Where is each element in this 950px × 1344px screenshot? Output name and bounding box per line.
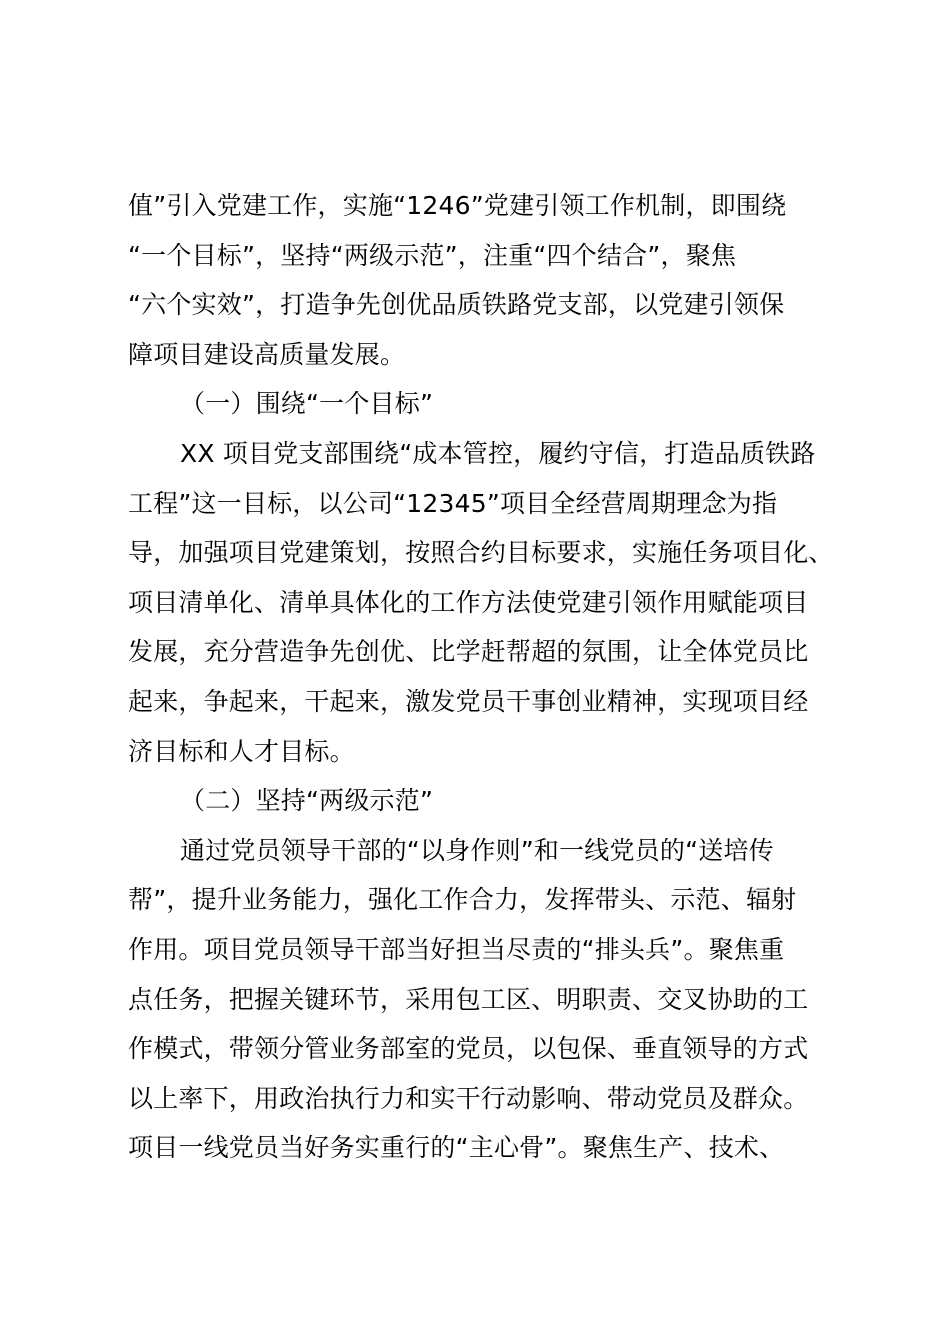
paragraph-first-line: 通过党员领导干部的“以身作则”和一线党员的“送培传 — [180, 835, 774, 865]
section-heading-1: （一）围绕“一个目标” — [180, 389, 434, 419]
section-heading-2: （二）坚持“两级示范” — [180, 786, 434, 816]
body-line: 障项目建设高质量发展。 — [128, 339, 406, 369]
body-line: 导，加强项目党建策划，按照合约目标要求，实施任务项目化、 — [128, 538, 834, 568]
paragraph-first-line: XX 项目党支部围绕“成本管控，履约守信，打造品质铁路 — [180, 438, 816, 468]
body-line: “一个目标”，坚持“两级示范”，注重“四个结合”，聚焦 — [128, 240, 737, 270]
document-body — [128, 181, 838, 1173]
body-line: 起来，争起来，干起来，激发党员干事创业精神，实现项目经 — [128, 686, 809, 716]
body-line: 发展，充分营造争先创优、比学赶帮超的氛围，让全体党员比 — [128, 637, 809, 667]
body-line: 以上率下，用政治执行力和实干行动影响、带动党员及群众。 — [128, 1083, 809, 1113]
body-line: 济目标和人才目标。 — [128, 736, 355, 766]
body-line: 作模式，带领分管业务部室的党员，以包保、垂直领导的方式 — [128, 1034, 809, 1064]
body-line: 帮”，提升业务能力，强化工作合力，发挥带头、示范、辐射 — [128, 885, 797, 915]
body-line: 工程”这一目标，以公司“12345”项目全经营周期理念为指 — [128, 488, 778, 518]
body-line: 作用。项目党员领导干部当好担当尽责的“排头兵”。聚焦重 — [128, 934, 785, 964]
body-line: 点任务，把握关键环节，采用包工区、明职责、交叉协助的工 — [128, 984, 809, 1014]
body-line: 项目一线党员当好务实重行的“主心骨”。聚焦生产、技术、 — [128, 1133, 785, 1163]
body-line: “六个实效”，打造争先创优品质铁路党支部，以党建引领保 — [128, 290, 785, 320]
body-line: 项目清单化、清单具体化的工作方法使党建引领作用赋能项目 — [128, 587, 809, 617]
body-line: 值”引入党建工作，实施“1246”党建引领工作机制，即围绕 — [128, 191, 787, 220]
